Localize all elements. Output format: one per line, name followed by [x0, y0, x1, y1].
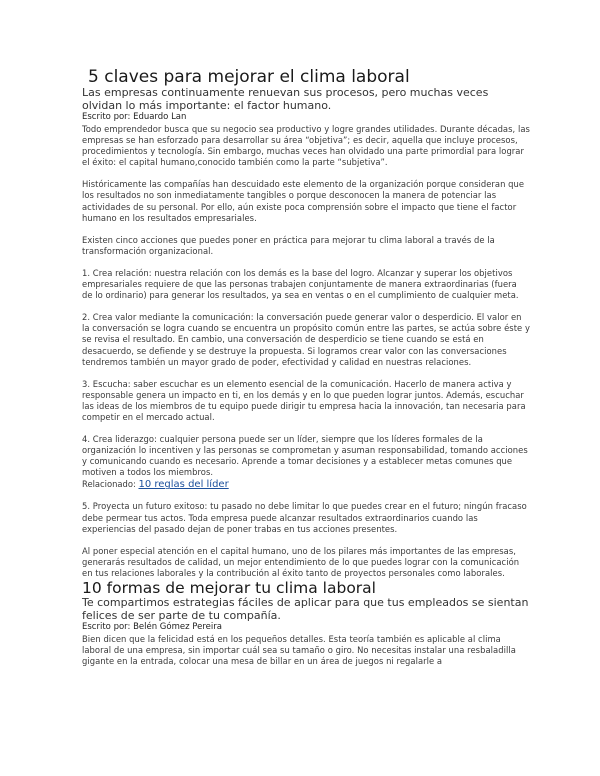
article-1	[82, 68, 530, 579]
article-2	[82, 579, 530, 667]
article-1-paragraph: 1. Crea relación: nuestra relación con los demás es la base del logro. Alcanzar y superar los objetivos empresariales requiere de que las personas trabajen conjuntamente de manera extraordinarias (fuera de lo ordinario) para generar los resultados, ya sea en ventas o en el cumplimiento de cualquier meta.	[82, 267, 519, 301]
article-2-byline: Escrito por: Belén Gómez Pereira	[82, 622, 222, 632]
article-1-paragraph: Históricamente las compañías han descuidado este elemento de la organización porque consideran que los resultados no son inmediatamente tangibles o porque desconocen la manera de potenciar las actividades de su personal. Por ello, aún existe poca comprensión sobre el impacto que tiene el factor humano en los resultados empresariales.	[82, 179, 525, 223]
article-1-paragraph: Todo emprendedor busca que su negocio sea productivo y logre grandes utilidades. Durante décadas, las empresas se han esforzado para desarrollar su área “objetiva”; es decir, aquella que incluye procesos, procedimientos y tecnología. Sin embargo, muchas veces han olvidado una parte primordial para lograr el éxito: el capital humano,conocido también como la parte “subjetiva”.	[82, 124, 530, 168]
article-2-paragraph: Bien dicen que la felicidad está en los pequeños detalles. Esta teoría también es aplicable al clima laboral de una empresa, sin importar cuál sea su tamaño o giro. No necesitas instalar una resbaladilla gigante en la entrada, colocar una mesa de billar en un área de juegos ni regalarle a	[82, 634, 516, 667]
related-link[interactable]: 10 reglas del líder	[138, 479, 229, 491]
article-1-paragraph: Existen cinco acciones que puedes poner en práctica para mejorar tu clima laboral a través de la transformación organizacional.	[82, 234, 495, 256]
article-1-title: 5 claves para mejorar el clima laboral	[88, 67, 410, 87]
article-2-subtitle: Te compartimos estrategias fáciles de aplicar para que tus empleados se sientan felices de ser parte de tu compañía.	[82, 596, 529, 622]
article-1-paragraph: 5. Proyecta un futuro exitoso: tu pasado no debe limitar lo que puedes crear en el futuro; ningún fracaso debe permear tus actos. Toda empresa puede alcanzar resultados extraordinarios cuando las experiencias del pasado dejan de poner trabas en tus acciones presentes.	[82, 501, 527, 534]
article-1-paragraph: 3. Escucha: saber escuchar es un elemento esencial de la comunicación. Hacerlo de manera activa y responsable genera un impacto en ti, en los demás y en lo que pueden lograr juntos. Además, escuchar las ideas de los miembros de tu equipo puede dirigir tu empresa hacia la innovación, tan necesaria para competir en el mercado actual.	[82, 378, 526, 422]
related-line	[82, 478, 530, 491]
article-1-paragraph: 4. Crea liderazgo: cualquier persona puede ser un líder, siempre que los líderes formales de la organización lo incentiven y las personas se comprometan y asuman responsabilidad, tomando acciones y comunicando cuando es necesario. Aprende a tomar decisiones y a establecer metas comunes que motiven a todos los miembros.	[82, 434, 528, 478]
article-1-paragraph: Al poner especial atención en el capital humano, uno de los pilares más importantes de las empresas, generarás resultados de calidad, un mejor entendimiento de lo que puedes lograr con la comunicación en tus relaciones laborales y la contribución al éxito tanto de proyectos personales como laborales.	[82, 545, 520, 578]
article-1-byline: Escrito por: Eduardo Lan	[82, 112, 187, 122]
article-1-paragraph: 2. Crea valor mediante la comunicación: la conversación puede generar valor o desperdicio. El valor en la conversación se logra cuando se encuentra un propósito común entre las partes, se actúa sobre éste y se revisa el resultado. En cambio, una conversación de desperdicio se tiene cuando se está en desacuerdo, se defiende y se destruye la propuesta. Si logramos crear valor con las conversaciones tendremos también un mayor grado de poder, efectividad y calidad en nuestras relaciones.	[82, 312, 530, 367]
related-label: Relacionado:	[82, 479, 136, 490]
article-2-title: 10 formas de mejorar tu clima laboral	[82, 579, 376, 597]
article-1-subtitle: Las empresas continuamente renuevan sus procesos, pero muchas veces olvidan lo más importante: el factor humano.	[82, 86, 489, 112]
